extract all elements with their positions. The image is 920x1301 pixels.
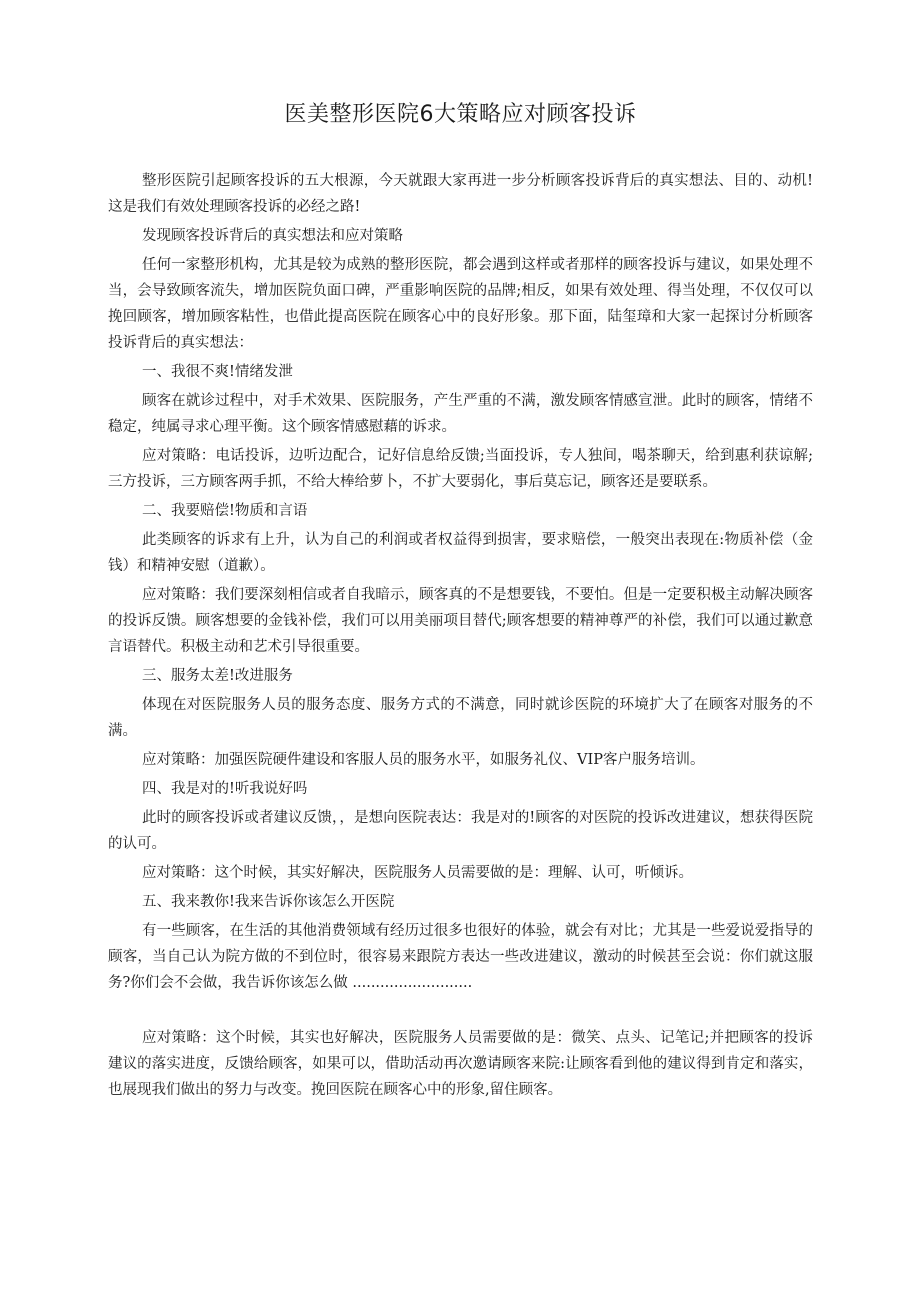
paragraph: 此类顾客的诉求有上升，认为自己的利润或者权益得到损害，要求赔偿，一般突出表现在:物质补偿（金钱）和精神安慰（道歉）。 (108, 532, 813, 574)
paragraph: 体现在对医院服务人员的服务态度、服务方式的不满意，同时就诊医院的环境扩大了在顾客对服务的不满。 (108, 697, 813, 739)
section-heading: 一、我很不爽!情绪发泄 (142, 364, 293, 380)
section-heading: 三、服务太差!改进服务 (142, 668, 293, 684)
strategy-paragraph: 应对策略：加强医院硬件建设和客服人员的服务水平，如服务礼仪、VIP客户服务培训。 (142, 752, 705, 768)
strategy-paragraph: 应对策略：我们要深刻相信或者自我暗示，顾客真的不是想要钱，不要怕。但是一定要积极主动解决顾客的投诉反馈。顾客想要的金钱补偿，我们可以用美丽项目替代;顾客想要的精神尊严的补偿，我们可以通过歉意言语替代。积极主动和艺术引导很重要。 (108, 587, 813, 655)
section-heading: 四、我是对的!听我说好吗 (142, 781, 308, 797)
strategy-paragraph: 应对策略：这个时候，其实也好解决，医院服务人员需要做的是：微笑、点头、记笔记;并把顾客的投诉建议的落实进度，反馈给顾客，如果可以，借助活动再次邀请顾客来院:让顾客看到他的建议得到肯定和落实，也展现我们做出的努力与改变。挽回医院在顾客心中的形象,留住顾客。 (108, 1030, 813, 1098)
paragraph: 此时的顾客投诉或者建议反馈，，是想向医院表达：我是对的!顾客的对医院的投诉改进建议，想获得医院的认可。 (108, 810, 813, 852)
paragraph: 有一些顾客，在生活的其他消费领域有经历过很多也很好的体验，就会有对比；尤其是一些爱说爱指导的顾客，当自己认为院方做的不到位时，很容易来跟院方表达一些改进建议，激动的时候甚至会说：你们就这服务?你们会不会做，我告诉你该怎么做 .......................... (108, 923, 813, 991)
paragraph: 顾客在就诊过程中，对手术效果、医院服务，产生严重的不满，激发顾客情感宣泄。此时的顾客，情绪不稳定，纯属寻求心理平衡。这个顾客情感慰藉的诉求。 (108, 393, 813, 435)
strategy-paragraph: 应对策略：这个时候，其实好解决，医院服务人员需要做的是：理解、认可，听倾诉。 (142, 865, 693, 881)
section-heading: 五、我来教你!我来告诉你该怎么开医院 (142, 894, 395, 910)
blank-line (108, 999, 813, 1025)
section-heading: 发现顾客投诉背后的真实想法和应对策略 (142, 228, 403, 244)
paragraph: 整形医院引起顾客投诉的五大根源，今天就跟大家再进一步分析顾客投诉背后的真实想法、目的、动机!这是我们有效处理顾客投诉的必经之路! (108, 173, 813, 215)
document-title: 医美整形医院6大策略应对顾客投诉 (284, 102, 637, 127)
paragraph: 任何一家整形机构，尤其是较为成熟的整形医院，都会遇到这样或者那样的顾客投诉与建议，如果处理不当，会导致顾客流失，增加医院负面口碑，严重影响医院的品牌;相反，如果有效处理、得当处理，不仅仅可以挽回顾客，增加顾客粘性，也借此提高医院在顾客心中的良好形象。那下面，陆玺璋和大家一起探讨分析顾客投诉背后的真实想法： (108, 257, 813, 351)
section-heading: 二、我要赔偿!物质和言语 (142, 503, 308, 519)
strategy-paragraph: 应对策略：电话投诉，边听边配合，记好信息给反馈;当面投诉，专人独间，喝茶聊天，给到惠利获谅解;三方投诉，三方顾客两手抓，不给大棒给萝卜，不扩大要弱化，事后莫忘记，顾客还是要联系。 (108, 448, 813, 490)
